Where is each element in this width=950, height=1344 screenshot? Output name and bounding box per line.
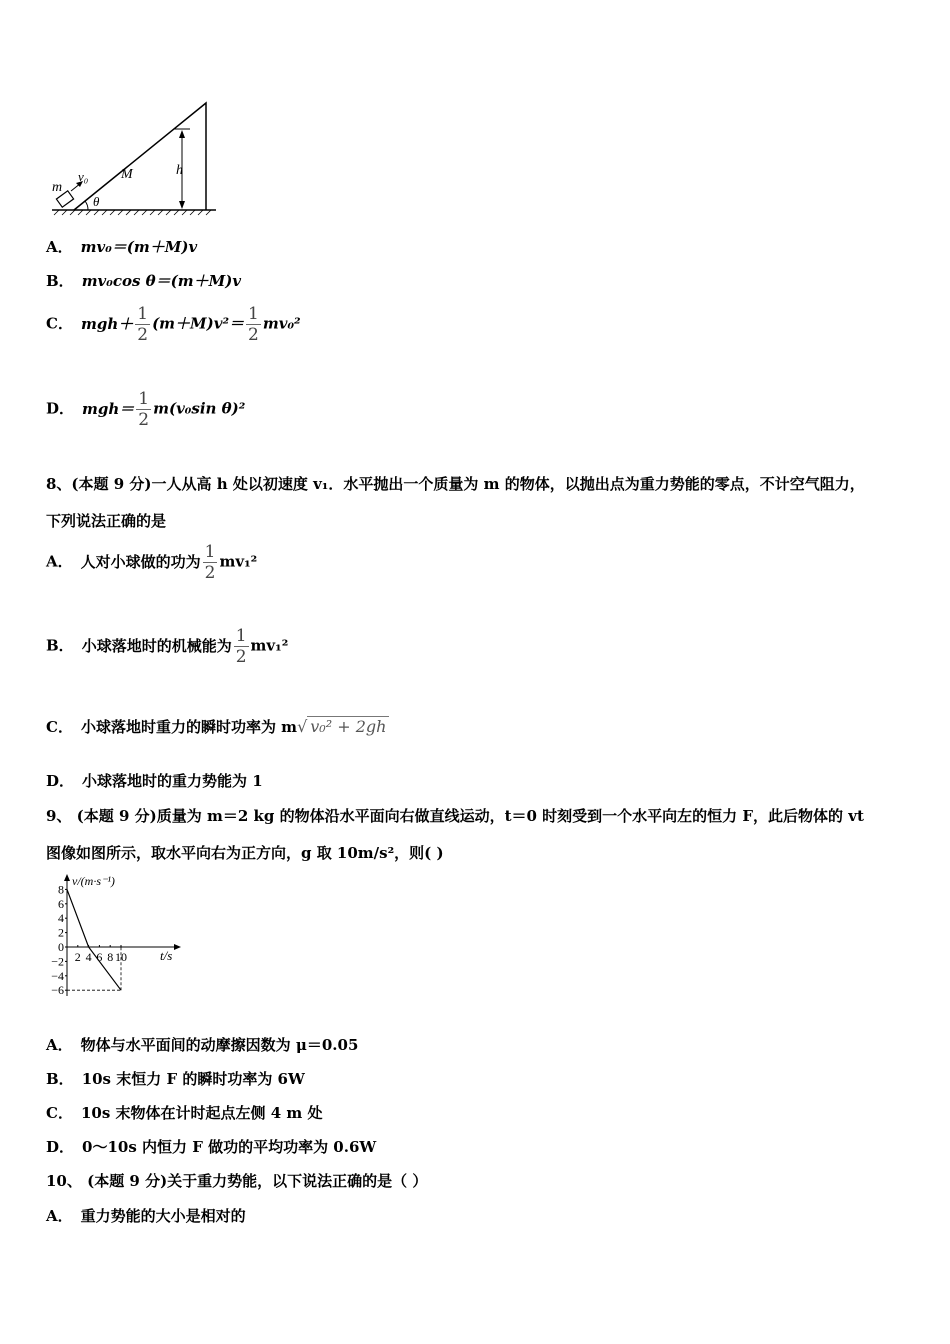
x-axis-label: t/s (160, 948, 173, 963)
y-tick-label: −6 (51, 983, 64, 998)
y-tick-label: 4 (58, 911, 64, 926)
angle-arc (85, 201, 88, 210)
incline-figure (44, 98, 224, 218)
q8-stem-line1: 8、(本题 9 分)一人从高 h 处以初速度 v₁．水平抛出一个质量为 m 的物体，以抛出点为重力势能的零点，不计空气阻力， (46, 475, 865, 493)
x-tick-label: 8 (107, 950, 114, 964)
q8-option-b: B． 小球落地时的机械能为 $\frac{1}{2}$ mv₁² (46, 626, 289, 667)
fraction-half: $\frac{1}{2}$ (235, 626, 247, 667)
q8-option-a: A． 人对小球做的功为 $\frac{1}{2}$ mv₁² (46, 542, 258, 583)
q8-stem-line2: 下列说法正确的是 (46, 512, 167, 530)
y-tick-label: −2 (51, 954, 64, 969)
q8-option-c: C． 小球落地时重力的瞬时功率为 m√ v₀² + 2gh (46, 716, 389, 737)
label-v0: v₀ (78, 169, 89, 184)
q10-stem: 10、 (本题 9 分)关于重力势能，以下说法正确的是（ ） (46, 1172, 428, 1190)
y-tick-label: 6 (58, 896, 64, 911)
height-arrow-down (179, 201, 185, 209)
label-h: h (176, 163, 183, 178)
vt-series-line (67, 889, 121, 990)
fraction-half: $\frac{1}{2}$ (137, 304, 149, 345)
y-tick-label: 0 (58, 940, 64, 954)
height-arrow-up (179, 130, 185, 138)
q9-option-c: C． 10s 末物体在计时起点左侧 4 m 处 (46, 1104, 323, 1122)
fraction-half: $\frac{1}{2}$ (138, 389, 150, 430)
q7-option-b: B． mv₀cos θ＝(m＋M)v (46, 272, 242, 290)
q9-option-a: A． 物体与水平面间的动摩擦因数为 μ＝0.05 (46, 1036, 359, 1054)
fraction-half: $\frac{1}{2}$ (204, 542, 216, 583)
vt-chart (44, 872, 194, 1002)
sqrt-expression: √ v₀² + 2gh (297, 716, 389, 736)
x-tick-label: 6 (96, 950, 103, 964)
x-tick-label: 10 (115, 950, 127, 964)
q7-option-c: C． mgh＋ $\frac{1}{2}$ (m＋M)v²＝ $\frac{1}{2}$ mv₀² (46, 304, 301, 345)
x-tick-label: 2 (74, 950, 81, 964)
q9-option-d: D． 0～10s 内恒力 F 做功的平均功率为 0.6W (46, 1138, 377, 1156)
q9-stem-line2: 图像如图所示，取水平向右为正方向，g 取 10m/s²，则( ) (46, 844, 444, 862)
label-M: M (121, 167, 133, 182)
q9-stem-line1: 9、 (本题 9 分)质量为 m＝2 kg 的物体沿水平面向右做直线运动，t＝0 时刻受到一个水平向左的恒力 F，此后物体的 vt (46, 807, 864, 825)
fraction-half: $\frac{1}{2}$ (248, 304, 259, 345)
y-tick-label: 2 (58, 925, 64, 940)
label-m: m (52, 180, 63, 195)
q8-option-d: D． 小球落地时的重力势能为 1 (46, 772, 263, 790)
y-axis-label: v/(m·s⁻¹) (72, 874, 115, 888)
y-tick-label: −4 (51, 968, 64, 983)
y-tick-label: 8 (58, 882, 64, 897)
x-axis-arrow (174, 944, 181, 950)
q10-option-a: A． 重力势能的大小是相对的 (46, 1207, 246, 1225)
label-theta: θ (93, 194, 100, 209)
q7-option-d: D． mgh＝ $\frac{1}{2}$ m(v₀sin θ)² (46, 389, 246, 430)
x-tick-label: 4 (85, 950, 92, 964)
q9-option-b: B． 10s 末恒力 F 的瞬时功率为 6W (46, 1070, 305, 1088)
q7-option-a: A． mv₀＝(m＋M)v (46, 238, 198, 256)
y-axis-arrow (64, 874, 70, 881)
